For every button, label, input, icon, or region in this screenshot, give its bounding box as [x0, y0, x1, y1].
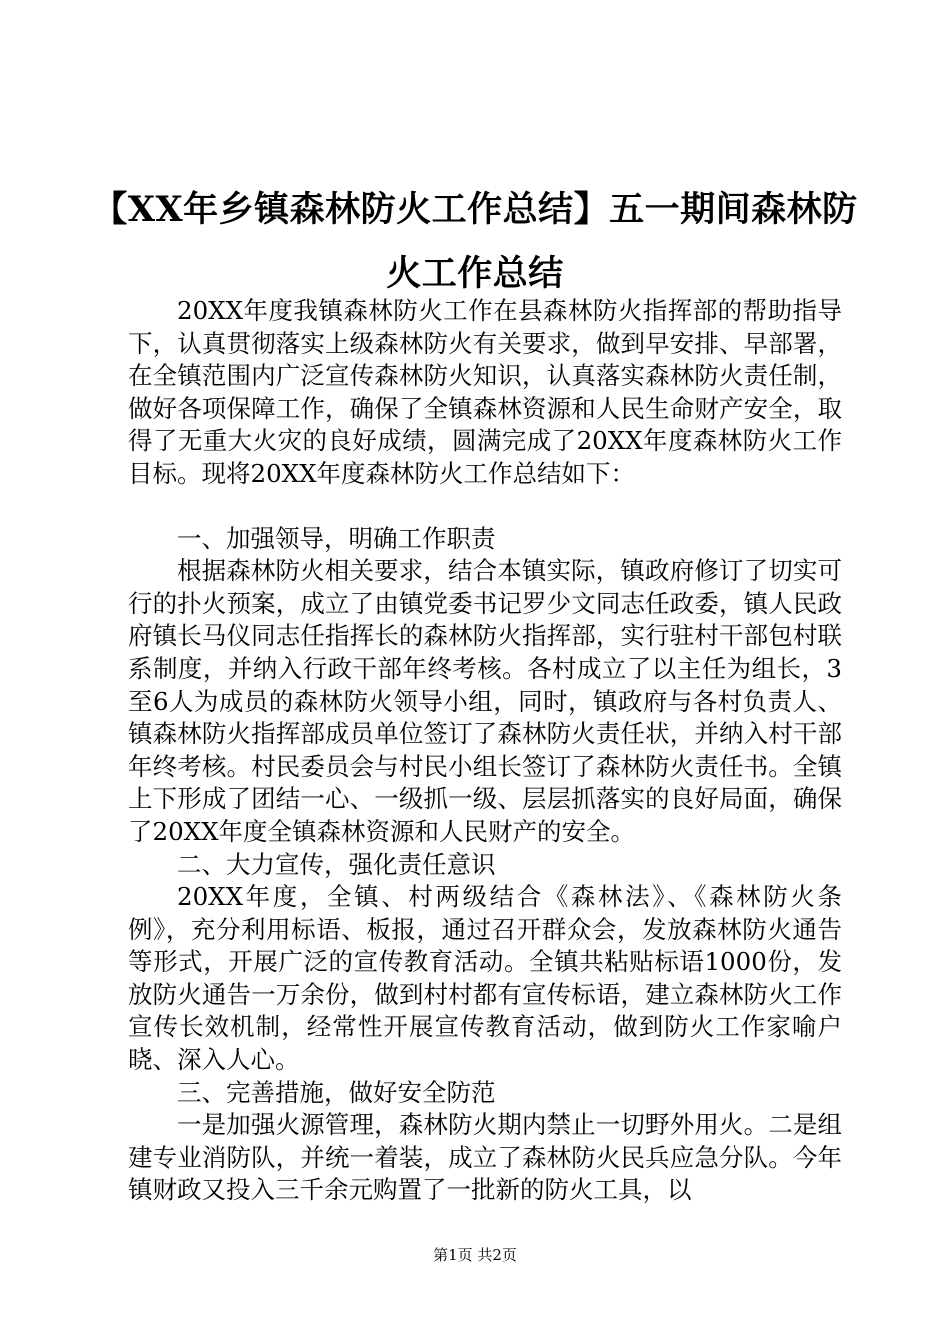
document-title: 【XX年乡镇森林防火工作总结】五一期间森林防火工作总结: [92, 189, 858, 294]
section-paragraph-1: 根据森林防火相关要求，结合本镇实际，镇政府修订了切实可行的扑火预案，成立了由镇党委书记罗少文同志任政委，镇人民政府镇长马仪同志任指挥长的森林防火指挥部，实行驻村干部包村联系制度，并纳入行政干部年终考核。各村成立了以主任为组长，3至6人为成员的森林防火领导小组，同时，镇政府与各村负责人、镇森林防火指挥部成员单位签订了森林防火责任状，并纳入村干部年终考核。村民委员会与村民小组长签订了森林防火责任书。全镇上下形成了团结一心、一级抓一级、层层抓落实的良好局面，确保了20XX年度全镇森林资源和人民财产的安全。: [128, 556, 842, 846]
section-paragraph-3: 一是加强火源管理，森林防火期内禁止一切野外用火。二是组建专业消防队，并统一着装，成立了森林防火民兵应急分队。今年镇财政又投入三千余元购置了一批新的防火工具，以: [128, 1110, 842, 1205]
section-heading-2: 二、大力宣传，强化责任意识: [177, 849, 496, 879]
page-number-footer: 第1页 共2页: [433, 1246, 517, 1264]
section-heading-3: 三、完善措施，做好安全防范: [177, 1077, 496, 1107]
section-heading-1: 一、加强领导，明确工作职责: [177, 523, 496, 553]
section-paragraph-2: 20XX年度，全镇、村两级结合《森林法》、《森林防火条例》，充分利用标语、板报，通过召开群众会，发放森林防火通告等形式，开展广泛的宣传教育活动。全镇共粘贴标语1000份，发放防火通告一万余份，做到村村都有宣传标语，建立森林防火工作宣传长效机制，经常性开展宣传教育活动，做到防火工作家喻户晓、深入人心。: [128, 882, 842, 1075]
intro-paragraph: 20XX年度我镇森林防火工作在县森林防火指挥部的帮助指导下，认真贯彻落实上级森林防火有关要求，做到早安排、早部署，在全镇范围内广泛宣传森林防火知识，认真落实森林防火责任制，做好各项保障工作，确保了全镇森林资源和人民生命财产安全，取得了无重大火灾的良好成绩，圆满完成了20XX年度森林防火工作目标。现将20XX年度森林防火工作总结如下：: [128, 296, 842, 488]
document-body: [128, 295, 842, 1207]
